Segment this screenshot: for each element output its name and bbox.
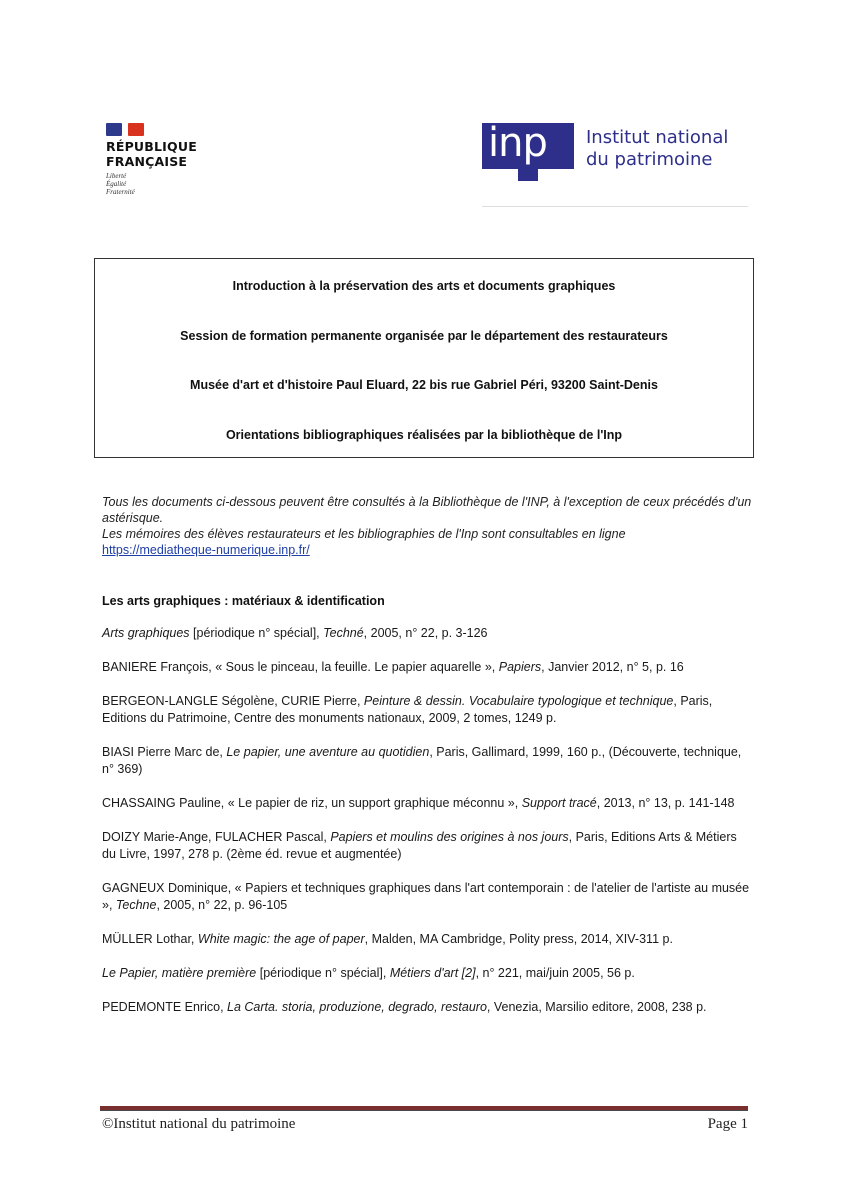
- reference-title: Métiers d'art [2]: [389, 966, 476, 980]
- reference-title: Support tracé: [521, 796, 597, 810]
- inp-logo: [482, 120, 729, 171]
- venue-address: Musée d'art et d'histoire Paul Eluard, 22 bis rue Gabriel Péri, 93200 Saint-Denis: [190, 378, 658, 392]
- reference-text: [périodique n° spécial],: [256, 966, 390, 980]
- flag-red-block: [128, 123, 144, 136]
- reference-text: PEDEMONTE Enrico,: [102, 1000, 228, 1014]
- republique-francaise-logo: [106, 122, 197, 196]
- footer-divider: [100, 1106, 748, 1111]
- reference-text: , n° 221, mai/juin 2005, 56 p.: [475, 966, 635, 980]
- title-box: [94, 258, 754, 458]
- reference-title: Papiers et moulins des origines à nos jours: [330, 830, 569, 844]
- reference-text: , Paris, Editions Arts & Métiers du Livre, 1997, 278 p. (2ème éd. revue et augmentée): [102, 830, 737, 861]
- reference-text: , 2005, n° 22, p. 3-126: [363, 626, 488, 640]
- reference-text: MÜLLER Lothar,: [102, 932, 198, 946]
- reference-text: BIASI Pierre Marc de,: [102, 745, 227, 759]
- footer-copyright: ©Institut national du patrimoine: [102, 1116, 296, 1132]
- inp-mark-text: inp: [488, 120, 547, 166]
- inp-name-line1: Institut national: [586, 127, 729, 148]
- reference-title: White magic: the age of paper: [197, 932, 365, 946]
- reference-text: DOIZY Marie-Ange, FULACHER Pascal,: [102, 830, 331, 844]
- reference-text: , 2005, n° 22, p. 96-105: [156, 898, 288, 912]
- reference-entry: [102, 795, 752, 812]
- motto-fraternite: Fraternité: [106, 188, 135, 196]
- reference-entry: [102, 693, 752, 727]
- reference-title: La Carta. storia, produzione, degrado, restauro: [227, 1000, 487, 1014]
- reference-text: GAGNEUX Dominique, « Papiers et techniques graphiques dans l'art contemporain : de l'atelier de l'artiste au musée »,: [102, 881, 750, 912]
- reference-text: , Janvier 2012, n° 5, p. 16: [541, 660, 684, 674]
- reference-text: , Malden, MA Cambridge, Polity press, 2014, XIV-311 p.: [364, 932, 673, 946]
- reference-title: Peinture & dessin. Vocabulaire typologique et technique: [363, 694, 674, 708]
- reference-entry: [102, 829, 752, 863]
- inp-name: [586, 127, 728, 171]
- rf-motto: [106, 172, 197, 196]
- reference-entry: [102, 880, 752, 914]
- reference-entry: [102, 744, 752, 778]
- reference-entry: [102, 999, 752, 1016]
- rf-title-line2: FRANÇAISE: [106, 154, 188, 169]
- reference-entry: [102, 965, 752, 982]
- bibliography-credit: Orientations bibliographiques réalisées par la bibliothèque de l'Inp: [225, 428, 623, 442]
- flag-blue-block: [106, 123, 122, 136]
- reference-text: BERGEON-LANGLE Ségolène, CURIE Pierre,: [102, 694, 364, 708]
- intro-line1: Tous les documents ci-dessous peuvent être consultés à la Bibliothèque de l'INP, à l'exception de ceux précédés d'un astérisque.: [102, 495, 752, 525]
- reference-title: Papiers: [498, 660, 542, 674]
- inp-logo-mark: [482, 120, 574, 169]
- intro-note: [102, 494, 752, 558]
- reference-text: CHASSAING Pauline, « Le papier de riz, un support graphique méconnu »,: [102, 796, 522, 810]
- intro-line2: Les mémoires des élèves restaurateurs et les bibliographies de l'Inp sont consultables en ligne: [102, 527, 626, 541]
- session-title: Session de formation permanente organisée par le département des restaurateurs: [180, 329, 668, 343]
- course-title: Introduction à la préservation des arts et documents graphiques: [232, 279, 616, 293]
- reference-title: Techne: [115, 898, 157, 912]
- reference-title: Le Papier, matière première: [102, 966, 257, 980]
- reference-list: [102, 625, 752, 1033]
- reference-text: , Venezia, Marsilio editore, 2008, 238 p.: [486, 1000, 707, 1014]
- reference-entry: [102, 659, 752, 676]
- section-heading: Les arts graphiques : matériaux & identification: [102, 594, 385, 608]
- header-divider: [482, 206, 748, 207]
- reference-text: , Paris, Gallimard, 1999, 160 p., (Découverte, technique, n° 369): [102, 745, 742, 776]
- page-number: Page 1: [707, 1116, 748, 1132]
- rf-title-line1: RÉPUBLIQUE: [106, 139, 197, 154]
- motto-liberte: Liberté: [106, 172, 127, 180]
- reference-title: Arts graphiques: [102, 626, 190, 640]
- reference-entry: [102, 931, 752, 948]
- motto-egalite: Égalité: [106, 180, 127, 188]
- reference-text: , Paris, Editions du Patrimoine, Centre des monuments nationaux, 2009, 2 tomes, 1249 p.: [102, 694, 713, 725]
- reference-title: Techné: [323, 626, 364, 640]
- marianne-flag-icon: [106, 122, 197, 136]
- inp-name-line2: du patrimoine: [586, 149, 713, 170]
- reference-text: , 2013, n° 13, p. 141-148: [596, 796, 735, 810]
- reference-title: Le papier, une aventure au quotidien: [226, 745, 430, 759]
- mediatheque-link[interactable]: https://mediatheque-numerique.inp.fr/: [102, 543, 310, 557]
- reference-text: BANIERE François, « Sous le pinceau, la feuille. Le papier aquarelle »,: [102, 660, 499, 674]
- reference-text: [périodique n° spécial],: [189, 626, 324, 640]
- reference-entry: [102, 625, 752, 642]
